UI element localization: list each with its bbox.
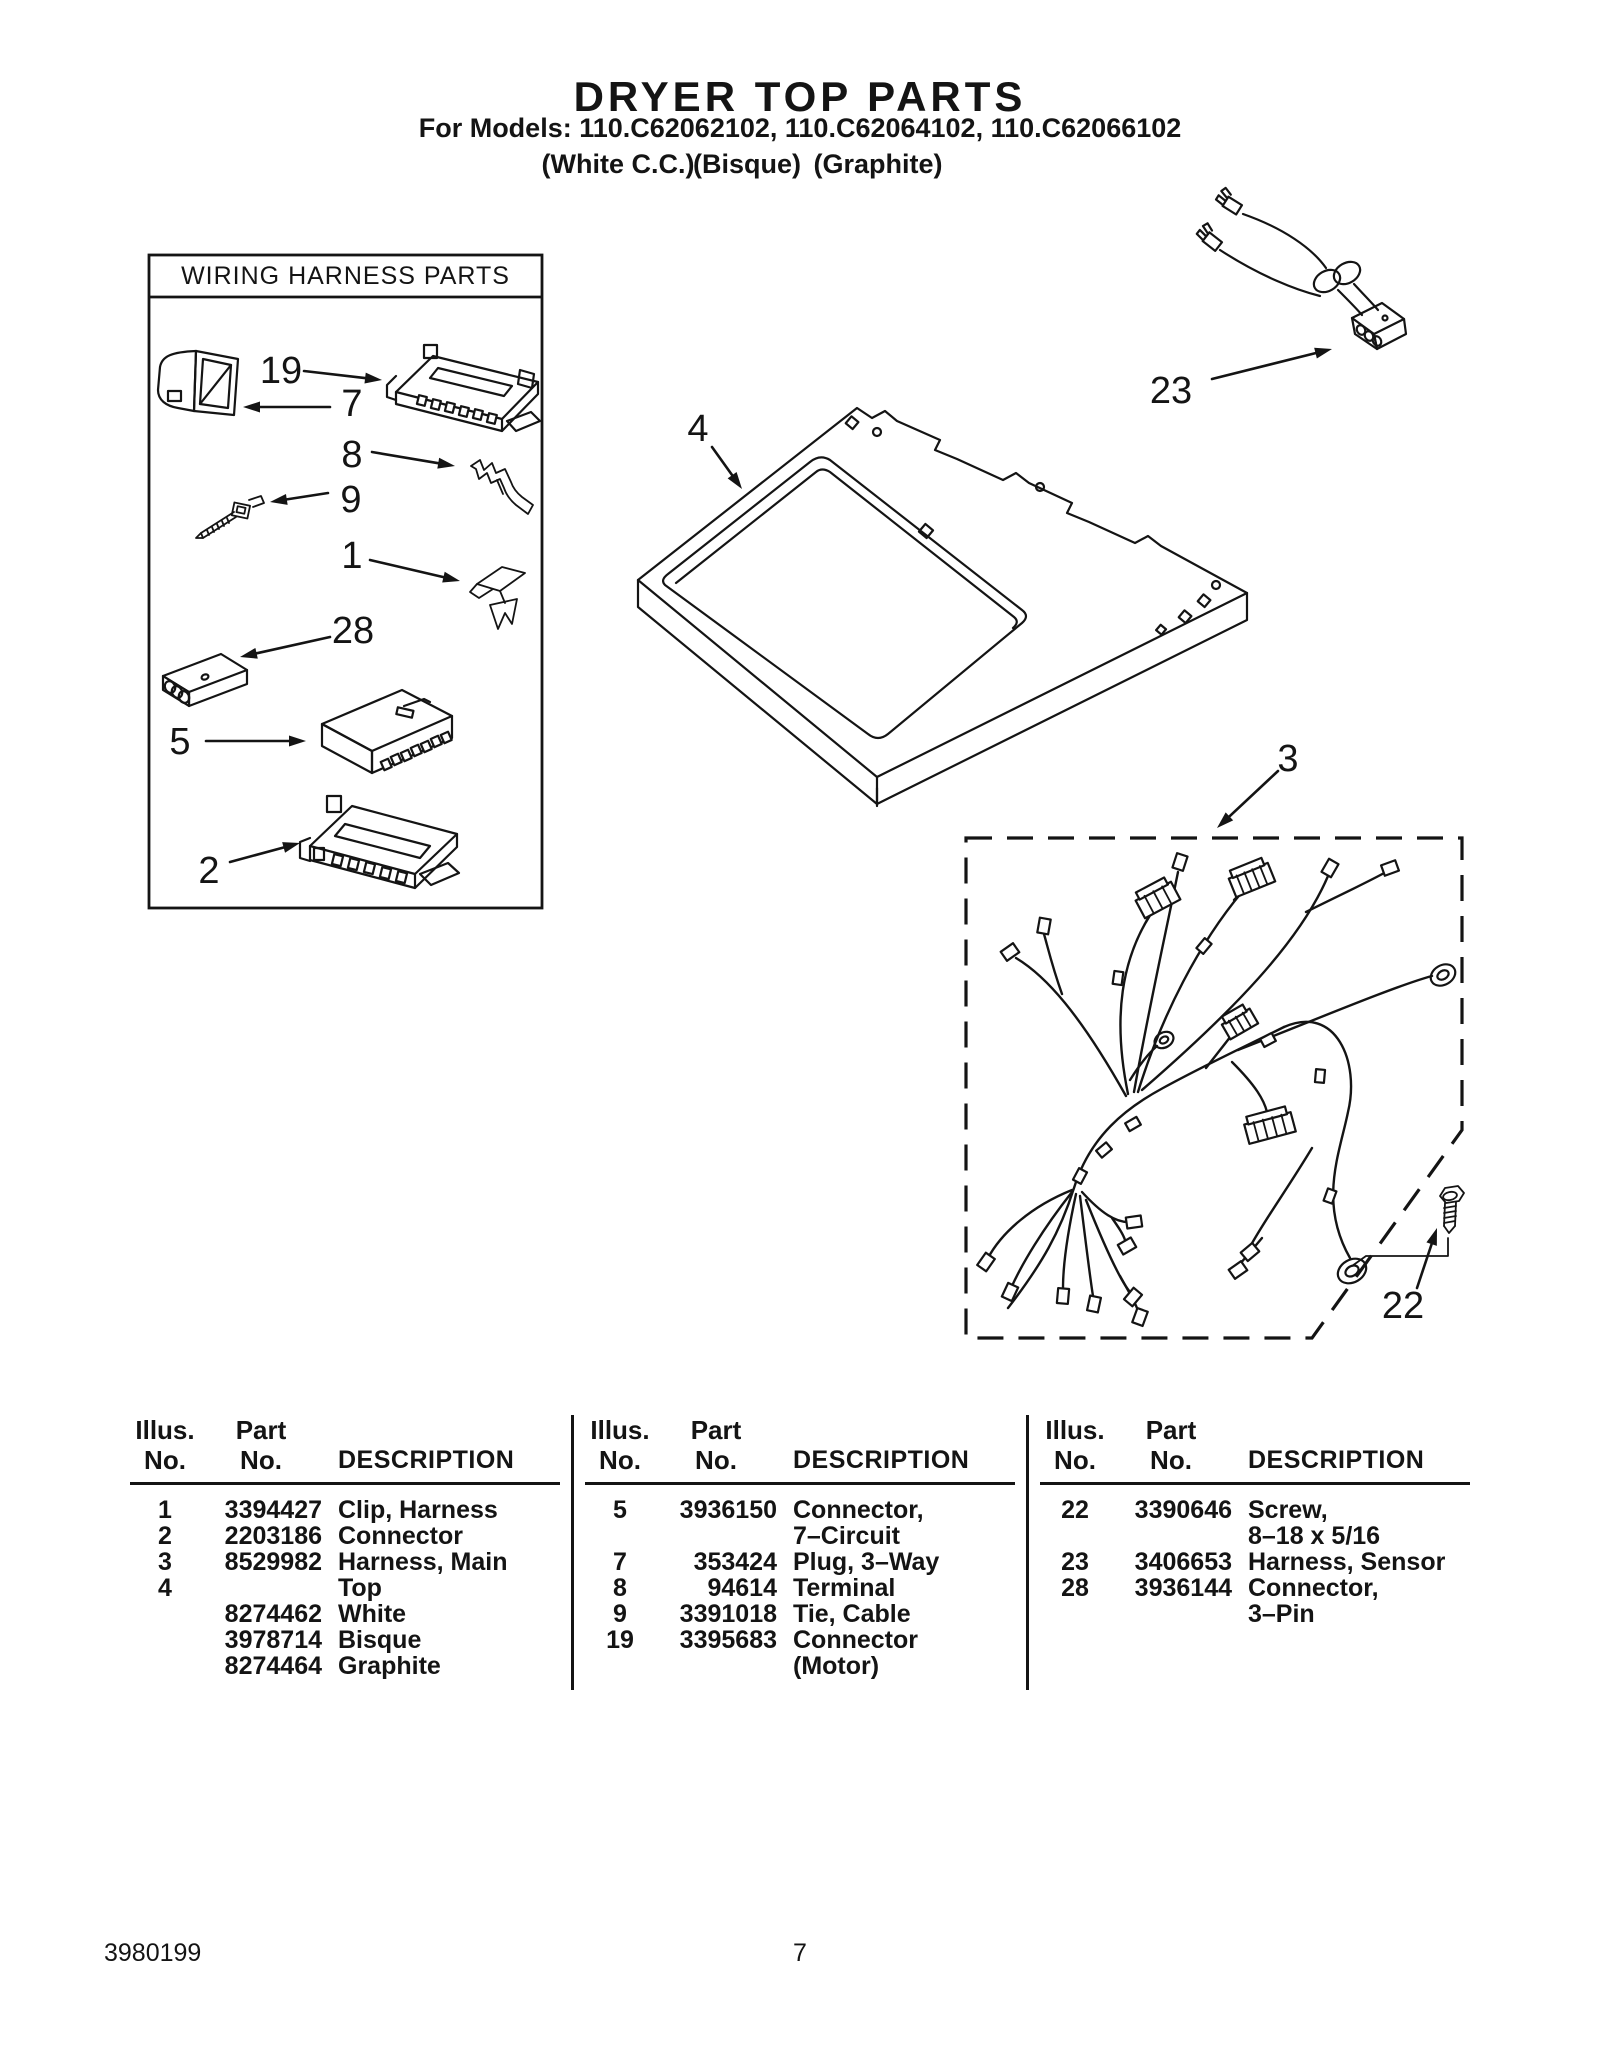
description: Connector, [1248, 1574, 1379, 1602]
callout-arrow-line [712, 447, 732, 475]
part-no: 3936144 [1134, 1574, 1232, 1602]
harness-wire [1063, 1194, 1076, 1288]
callout-arrowhead [437, 458, 455, 469]
part-no-header: Part No. [235, 1415, 287, 1475]
document-number: 3980199 [104, 1939, 202, 1967]
part-1-clip-drawing [470, 567, 525, 629]
part-8-terminal-drawing [471, 460, 533, 514]
description: Clip, Harness [338, 1496, 498, 1524]
illus-no: 22 [1061, 1496, 1089, 1524]
harness-wire [1232, 1062, 1267, 1112]
illus-no [1040, 1523, 1110, 1549]
callout-7: 7 [341, 383, 363, 425]
part-no [200, 1575, 322, 1601]
parts-table-column-1 [130, 1415, 560, 1679]
table-row [130, 1601, 560, 1627]
callout-arrowhead [1314, 348, 1332, 359]
description: Bisque [338, 1626, 422, 1654]
table-rows [1040, 1497, 1470, 1627]
callout-arrowhead [243, 402, 260, 413]
callout-28: 28 [331, 610, 375, 652]
description: Harness, Main [338, 1548, 508, 1576]
part-no: 94614 [707, 1574, 777, 1602]
illus-no [585, 1523, 655, 1549]
table-header [130, 1415, 560, 1485]
table-row [585, 1653, 1015, 1679]
callout-23: 23 [1149, 370, 1193, 412]
table-rows [130, 1497, 560, 1679]
callout-2: 2 [198, 850, 220, 892]
illus-no [130, 1653, 200, 1679]
callout-arrow-line [1417, 1244, 1432, 1288]
part-no-header: Part No. [1145, 1415, 1197, 1475]
table-row [130, 1549, 560, 1575]
callout-9: 9 [340, 479, 362, 521]
harness-terminal [1126, 1216, 1142, 1229]
parts-table-column-2 [585, 1415, 1015, 1679]
variant-white: (White C.C.) [541, 149, 695, 179]
harness-clip [1113, 971, 1124, 985]
part-no: 3936150 [679, 1496, 777, 1524]
part-22-screw-drawing [1352, 1186, 1464, 1266]
part-no: 3394427 [224, 1496, 322, 1524]
part-no: 3406653 [1134, 1548, 1232, 1576]
table-row [585, 1497, 1015, 1523]
callout-arrowhead [282, 842, 300, 853]
description: Harness, Sensor [1248, 1548, 1446, 1576]
description: 8–18 x 5/16 [1248, 1522, 1381, 1550]
ring-terminal [1333, 1254, 1370, 1288]
harness-wire [1044, 934, 1062, 994]
table-row [1040, 1601, 1470, 1627]
part-no [1110, 1523, 1232, 1549]
ring-outer [1333, 1254, 1370, 1288]
callout-22: 22 [1381, 1285, 1425, 1327]
table-row [585, 1627, 1015, 1653]
part-19-connector-drawing [387, 345, 540, 431]
illus-no: 23 [1061, 1548, 1089, 1576]
harness-terminal [1057, 1288, 1069, 1304]
harness-terminal [1087, 1296, 1101, 1313]
illus-no [1040, 1601, 1110, 1627]
illus-no [130, 1627, 200, 1653]
ring-inner [1436, 968, 1451, 981]
parts-table-column-3 [1040, 1415, 1470, 1627]
illus-no-header: Illus. No. [590, 1415, 650, 1475]
part-23-sensor-harness-drawing [1196, 187, 1406, 349]
description: 7–Circuit [793, 1522, 900, 1550]
harness-wire [1250, 1148, 1312, 1247]
callout-arrowhead [289, 736, 306, 747]
callout-8: 8 [341, 434, 363, 476]
part-28-connector-drawing [163, 654, 247, 706]
harness-terminal [1172, 853, 1187, 871]
part-no: 3395683 [679, 1626, 777, 1654]
page-number: 7 [793, 1939, 807, 1967]
harness-clip [1096, 1142, 1112, 1157]
table-row [585, 1575, 1015, 1601]
harness-block-connector [1218, 1003, 1258, 1040]
harness-wire [1284, 1022, 1351, 1258]
part-5-connector-drawing [322, 690, 452, 773]
harness-wire [1016, 958, 1126, 1096]
part-no [1110, 1601, 1232, 1627]
harness-terminal [1132, 1308, 1147, 1326]
harness-terminal [977, 1253, 995, 1272]
illus-no: 1 [158, 1496, 172, 1524]
illus-no: 7 [613, 1548, 627, 1576]
illus-no: 2 [158, 1522, 172, 1550]
callout-arrow-line [257, 637, 330, 653]
table-row [1040, 1549, 1470, 1575]
wiring-box-title: WIRING HARNESS PARTS [181, 262, 510, 290]
variant-bisque: (Bisque) [693, 149, 801, 179]
callout-arrowhead [442, 572, 460, 583]
harness-clip [1073, 1168, 1087, 1184]
harness-terminal [1037, 918, 1050, 935]
table-row [130, 1575, 560, 1601]
callout-arrow-line [230, 847, 284, 862]
illus-no: 9 [613, 1600, 627, 1628]
illus-no: 28 [1061, 1574, 1089, 1602]
callout-3: 3 [1277, 738, 1299, 780]
part-no [655, 1523, 777, 1549]
part-no-header: Part No. [690, 1415, 742, 1475]
table-divider-1 [571, 1415, 574, 1690]
illus-no: 3 [158, 1548, 172, 1576]
part-7-plug-drawing [158, 351, 238, 415]
callout-arrows [206, 348, 1437, 1288]
callout-arrow-line [370, 560, 443, 577]
callout-arrow-line [287, 493, 328, 499]
callout-4: 4 [687, 408, 709, 450]
harness-clip [1125, 1117, 1141, 1131]
part-no: 3391018 [679, 1600, 777, 1628]
description: White [338, 1600, 407, 1628]
description: Screw, [1248, 1496, 1328, 1524]
illus-no: 4 [158, 1574, 172, 1602]
callout-arrow-line [1212, 353, 1316, 379]
illus-no-header: Illus. No. [1045, 1415, 1105, 1475]
illus-no [130, 1601, 200, 1627]
harness-terminal [1118, 1237, 1136, 1254]
description: Connector, [793, 1496, 924, 1524]
harness-terminal [1321, 859, 1338, 877]
callout-arrowhead [364, 373, 382, 384]
table-row [130, 1627, 560, 1653]
part-no: 8274464 [224, 1652, 322, 1680]
table-divider-2 [1026, 1415, 1029, 1690]
callout-arrowhead [270, 494, 288, 505]
part-4-top-panel-drawing [638, 408, 1247, 806]
part-no: 8529982 [224, 1548, 322, 1576]
callout-arrow-line [304, 371, 365, 378]
callout-arrow-line [1229, 771, 1278, 816]
illus-no: 19 [606, 1626, 634, 1654]
main-harness-drawing [977, 853, 1459, 1326]
table-row [585, 1523, 1015, 1549]
description: (Motor) [793, 1652, 880, 1680]
part-no [655, 1653, 777, 1679]
description: Tie, Cable [793, 1600, 911, 1628]
ring-inner [1159, 1035, 1170, 1045]
part-2-connector-drawing [300, 796, 459, 888]
illus-no: 5 [613, 1496, 627, 1524]
callout-1: 1 [341, 535, 363, 577]
description: Terminal [793, 1574, 896, 1602]
description-header: DESCRIPTION [793, 1446, 970, 1474]
harness-clip [1315, 1069, 1325, 1083]
callout-19: 19 [259, 350, 303, 392]
table-row [585, 1601, 1015, 1627]
part-9-cable-tie-drawing [196, 496, 264, 538]
harness-block-connector [1132, 876, 1180, 919]
callout-arrowhead [240, 648, 258, 659]
harness-terminal [1229, 1261, 1248, 1279]
ring-terminal [1427, 960, 1459, 990]
callout-arrow-line [372, 452, 438, 463]
table-header [1040, 1415, 1470, 1485]
harness-wire [1306, 872, 1386, 912]
table-row [1040, 1497, 1470, 1523]
illus-no-header: Illus. No. [135, 1415, 195, 1475]
table-row [130, 1497, 560, 1523]
table-header [585, 1415, 1015, 1485]
description-header: DESCRIPTION [1248, 1446, 1425, 1474]
description: Plug, 3–Way [793, 1548, 940, 1576]
description: Graphite [338, 1652, 441, 1680]
callout-arrowhead [1426, 1228, 1437, 1246]
harness-terminal [1381, 860, 1399, 875]
page-title: DRYER TOP PARTS [573, 73, 1027, 120]
models-line: For Models: 110.C62062102, 110.C62064102, 110.C62066102 [418, 113, 1182, 143]
callout-arrowhead [728, 472, 742, 489]
description: Top [338, 1574, 382, 1602]
description: 3–Pin [1248, 1600, 1315, 1628]
ring-outer [1427, 960, 1459, 990]
table-row [1040, 1523, 1470, 1549]
part-no: 353424 [693, 1548, 777, 1576]
harness-block-connector [1226, 856, 1275, 897]
table-rows [585, 1497, 1015, 1679]
illus-no [585, 1653, 655, 1679]
table-row [585, 1549, 1015, 1575]
table-row [130, 1523, 560, 1549]
part-no: 2203186 [224, 1522, 322, 1550]
illus-no: 8 [613, 1574, 627, 1602]
harness-terminal [1124, 1288, 1142, 1307]
variant-graphite: (Graphite) [813, 149, 943, 179]
harness-clip [1260, 1033, 1276, 1047]
callout-5: 5 [169, 721, 191, 763]
description: Connector [793, 1626, 918, 1654]
harness-block-connector [1242, 1105, 1295, 1144]
part-no: 8274462 [224, 1600, 322, 1628]
table-row [1040, 1575, 1470, 1601]
description-header: DESCRIPTION [338, 1446, 515, 1474]
table-row [130, 1653, 560, 1679]
part-no: 3390646 [1134, 1496, 1232, 1524]
description: Connector [338, 1522, 463, 1550]
part-no: 3978714 [224, 1626, 322, 1654]
